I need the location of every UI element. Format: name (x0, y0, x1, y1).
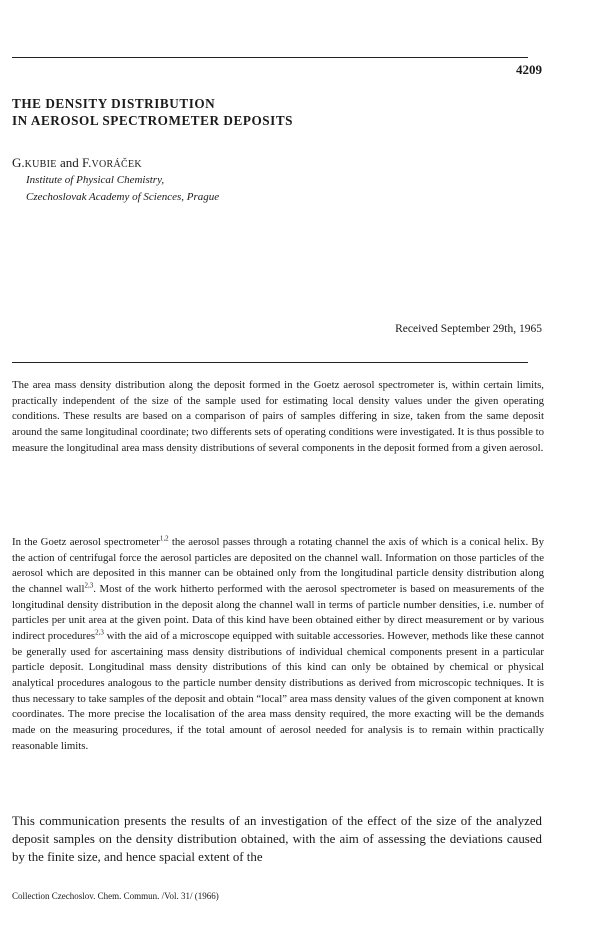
reference-marker: 1,2 (159, 534, 169, 543)
affiliation-line-1: Institute of Physical Chemistry, (26, 174, 165, 186)
author-conjunction: and (56, 155, 82, 170)
author-1-surname: KUBIE (24, 159, 57, 170)
journal-citation: Collection Czechoslov. Chem. Commun. /Vol. 31/ (1966) (12, 891, 219, 901)
title-line-2: IN AEROSOL SPECTROMETER DEPOSITS (12, 113, 294, 128)
body-paragraph-1 (12, 535, 544, 754)
body-text-segment: In the Goetz aerosol spectrometer (12, 536, 160, 548)
affiliation (26, 172, 219, 206)
reference-marker: 2,3 (95, 628, 104, 637)
author-1-initial: G. (12, 155, 25, 170)
body-text-segment: the aerosol passes through a rotating channel the axis of which is a conical helix. By the action of centrifugal force the aerosol particles are deposited on the channel wall. Information on those particles of the aerosol which are deposited in this manner can be obtained only from the longitudinal particle density distribution along the channel wall (12, 536, 544, 595)
title-line-1: THE DENSITY DISTRIBUTION (12, 96, 216, 111)
affiliation-line-2: Czechoslovak Academy of Sciences, Prague (26, 191, 220, 203)
abstract-rule (12, 362, 528, 363)
author-2-initial: F. (81, 155, 92, 170)
body-text-segment: . Most of the work hitherto performed with the aerosol spectrometer is based on measurements of the longitudinal density distribution in the deposit along the channel wall in terms of particle number densities, i.e. number of particles per unit area at the given point. Data of this kind have been obtained either by direct measurement or by various indirect procedures (12, 582, 545, 642)
abstract: The area mass density distribution along the deposit formed in the Goetz aerosol spectrometer is, within certain limits, practically independent of the size of the sample used for estimating local density values under the given operating conditions. These results are based on a comparison of pairs of samples differing in size, taken from the same deposit around the same longitudinal coordinate; two differents sets of operating conditions were investigated. It is thus possible to measure the longitudinal area mass density distributions of several components in the deposit formed from a given aerosol. (12, 379, 544, 454)
top-rule (12, 57, 528, 58)
body-paragraph-2: This communication presents the results of an investigation of the effect of the size of the analyzed deposit samples on the density distribution obtained, with the aim of assessing the deviations caused by the finite size, and hence spacial extent of the (12, 814, 542, 865)
article-title (12, 95, 293, 129)
body-text-segment: with the aid of a microscope equipped with suitable accessories. However, methods like these cannot be generally used for ascertaining mass density distributions of individual chemical components present in a particular particle deposit. Longitudinal mass density distributions of this kind can only be obtained by chemical or physical analytical procedures analogous to the particle number density distributions as derived from microscopic techniques. It is thus necessary to take samples of the deposit and obtain “local” area mass density values of the given component at known coordinates. The more precise the localisation of the area mass density required, the more exacting will be the demands made on the measuring procedures, if the total amount of aerosol needed for analysis is to remain within practically reasonable limits. (12, 629, 544, 752)
reference-marker: 2,3 (84, 581, 94, 590)
authors (12, 155, 142, 171)
author-2-surname: VORÁČEK (91, 159, 142, 170)
page-number: 4209 (516, 62, 542, 77)
received-date: Received September 29th, 1965 (395, 323, 542, 335)
